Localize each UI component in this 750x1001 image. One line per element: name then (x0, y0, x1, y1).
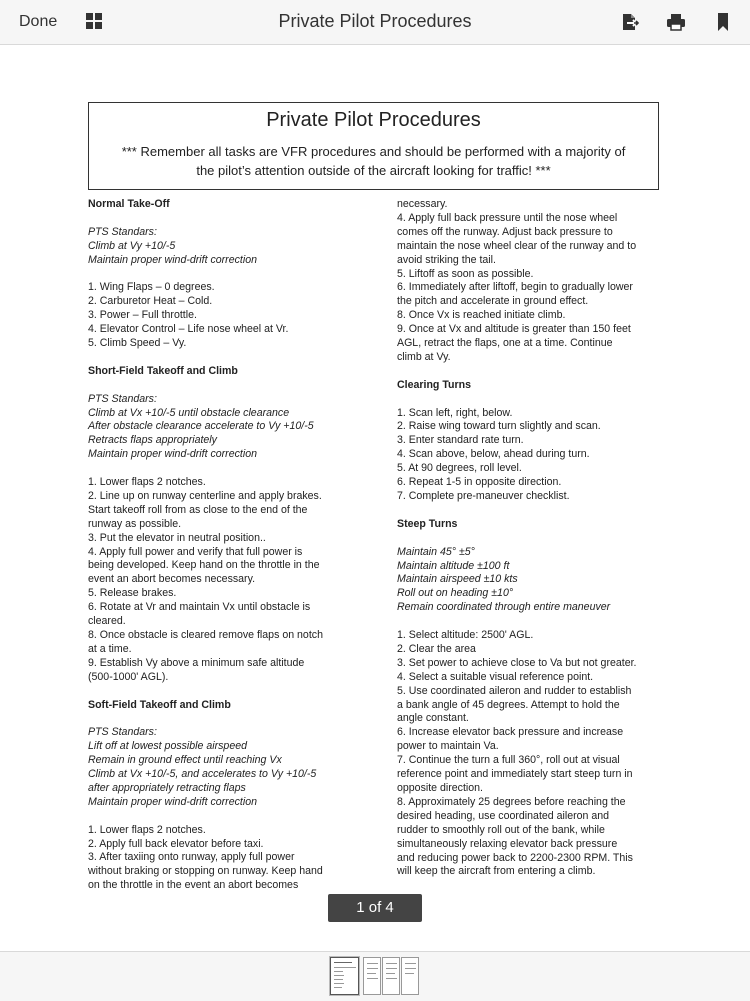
section-heading: Short-Field Takeoff and Climb (88, 364, 238, 377)
right-column-text-line: AGL, retract the flaps, one at a time. Continue (397, 337, 613, 350)
right-column-text-line: 8. Once Vx is reached initiate climb. (397, 309, 566, 322)
left-column-text-line: Start takeoff roll from as close to the end of the (88, 503, 308, 516)
left-column-text-line: PTS Standars: (88, 392, 157, 405)
left-column-text-line: Retracts flaps appropriately (88, 434, 217, 447)
right-column-text-line: 2. Raise wing toward turn slightly and scan. (397, 420, 601, 433)
right-column-text-line: simultaneously relaxing elevator back pressure (397, 837, 618, 850)
left-column-text-line: being developed. Keep hand on the throttle in the (88, 559, 320, 572)
top-toolbar (0, 0, 750, 45)
spacer (88, 810, 360, 824)
right-column-text-line: 6. Repeat 1-5 in opposite direction. (397, 476, 562, 489)
left-column-text-line: Climb at Vx +10/-5 until obstacle clearance (88, 406, 290, 419)
left-column-text-line: 3. After taxiing onto runway, apply full power (88, 851, 295, 864)
section-heading: Soft-Field Takeoff and Climb (88, 698, 231, 711)
right-column-text-line: avoid striking the tail. (397, 253, 496, 266)
right-column-text-line: 4. Apply full back pressure until the nose wheel (397, 211, 618, 224)
toolbar-title: Private Pilot Procedures (278, 11, 472, 31)
spacer (88, 462, 360, 476)
reminder-line-2: the pilot’s attention outside of the aircraft looking for traffic! *** (196, 163, 551, 178)
right-column-text-line: a bank angle of 45 degrees. Attempt to hold the (397, 698, 620, 711)
print-icon[interactable] (666, 12, 686, 32)
document-header-box (88, 102, 659, 190)
right-column-text-line: 1. Scan left, right, below. (397, 406, 513, 419)
right-column-text-line: necessary. (397, 198, 448, 210)
left-column-text-line: after appropriately retracting flaps (88, 781, 246, 794)
right-column-text-line: 5. Use coordinated aileron and rudder to establish (397, 684, 632, 697)
grid-icon[interactable] (86, 13, 103, 30)
right-column-text-line: 3. Set power to achieve close to Va but not greater. (397, 656, 637, 669)
left-column-text-line: 3. Power – Full throttle. (88, 309, 197, 322)
left-column-text-line: 5. Climb Speed – Vy. (88, 337, 187, 350)
right-column (397, 198, 669, 879)
right-column-text-line: reference point and immediately start steep turn in (397, 768, 633, 781)
right-column-text-line: 4. Select a suitable visual reference point. (397, 670, 594, 683)
right-column-text-line: 5. Liftoff as soon as possible. (397, 267, 534, 280)
left-column-text-line: 4. Apply full power and verify that full power is (88, 545, 303, 558)
right-column-text-line: 6. Immediately after liftoff, begin to gradually lower (397, 281, 633, 294)
left-column-text-line: 8. Once obstacle is cleared remove flaps on notch (88, 629, 323, 642)
left-column-text-line: 2. Apply full back elevator before taxi. (88, 837, 264, 850)
left-column-text-line: Climb at Vx +10/-5, and accelerates to Vy +10/-5 (88, 768, 317, 781)
spacer (88, 268, 360, 282)
left-column (88, 198, 360, 893)
left-column-text-line: cleared. (88, 615, 126, 628)
right-column-text-line: 8. Approximately 25 degrees before reaching the (397, 795, 626, 808)
right-column-text-line: maintain the nose wheel clear of the runway and to (397, 239, 637, 252)
left-column-text-line: on the throttle in the event an abort becomes (88, 879, 299, 892)
right-column-text-line: will keep the aircraft from entering a climb. (397, 865, 596, 878)
left-column-text-line: Climb at Vy +10/-5 (88, 239, 176, 252)
right-column-text-line: power to maintain Va. (397, 740, 499, 753)
left-column-text-line: After obstacle clearance accelerate to Vy +10/-5 (88, 420, 314, 433)
right-column-text-line: angle constant. (397, 712, 469, 725)
bookmark-icon[interactable] (713, 12, 733, 32)
left-column-text-line: 1. Lower flaps 2 notches. (88, 476, 206, 489)
right-column-text-line: Maintain altitude ±100 ft (397, 559, 510, 572)
left-column-text-line: PTS Standars: (88, 726, 157, 739)
left-column-text-line: runway as possible. (88, 517, 182, 530)
left-column-text-line: 5. Release brakes. (88, 587, 177, 600)
left-column-text-line: 2. Line up on runway centerline and apply brakes. (88, 489, 322, 502)
done-button[interactable]: Done (19, 13, 58, 30)
right-column-text-line: comes off the runway. Adjust back pressure to (397, 225, 613, 238)
right-column-text-line: and reducing power back to 2200-2300 RPM. This (397, 851, 633, 864)
left-column-text-line: Maintain proper wind-drift correction (88, 795, 257, 808)
left-column-text-line: Maintain proper wind-drift correction (88, 448, 257, 461)
spacer (397, 615, 669, 629)
right-column-text-line: 6. Increase elevator back pressure and increase (397, 726, 624, 739)
left-column-text-line: 6. Rotate at Vr and maintain Vx until obstacle is (88, 601, 311, 614)
page-thumbnail-2[interactable] (363, 957, 381, 995)
right-column-text-line: Maintain airspeed ±10 kts (397, 573, 518, 586)
right-column-text-line: 5. At 90 degrees, roll level. (397, 462, 522, 475)
right-column-text-line: 2. Clear the area (397, 642, 476, 655)
export-icon[interactable] (620, 12, 640, 32)
left-column-text-line: 9. Establish Vy above a minimum safe altitude (88, 656, 305, 669)
page-thumbnail-1[interactable] (330, 957, 359, 995)
reminder-line-1: *** Remember all tasks are VFR procedures and should be performed with a majority of (121, 144, 626, 159)
left-column-text-line: event an abort becomes necessary. (88, 573, 256, 586)
right-column-text-line: the pitch and accelerate in ground effect. (397, 295, 589, 308)
right-column-text-line: 7. Continue the turn a full 360°, roll out at visual (397, 754, 620, 767)
left-column-text-line: at a time. (88, 642, 132, 655)
left-column-text-line: 4. Elevator Control – Life nose wheel at Vr. (88, 323, 289, 336)
right-column-text-line: Remain coordinated through entire maneuver (397, 601, 611, 614)
left-column-text-line: 2. Carburetor Heat – Cold. (88, 295, 213, 308)
page-thumbnail-3[interactable] (382, 957, 400, 995)
left-column-text-line: Lift off at lowest possible airspeed (88, 740, 247, 753)
right-column-text-line: rudder to smoothly roll out of the bank, while (397, 823, 605, 836)
right-column-text-line: opposite direction. (397, 781, 483, 794)
left-column-text-line: without braking or stopping on runway. Keep hand (88, 865, 323, 878)
section-heading: Normal Take-Off (88, 198, 170, 210)
right-column-text-line: climb at Vy. (397, 350, 451, 363)
left-column-text-line: 1. Lower flaps 2 notches. (88, 823, 206, 836)
right-column-text-line: 7. Complete pre-maneuver checklist. (397, 490, 570, 502)
left-column-text-line: PTS Standars: (88, 225, 157, 238)
right-column-text-line: 4. Scan above, below, ahead during turn. (397, 448, 590, 461)
document-title: Private Pilot Procedures (266, 109, 481, 131)
page-indicator: 1 of 4 (328, 894, 422, 922)
section-heading: Steep Turns (397, 517, 458, 530)
left-column-text-line: Maintain proper wind-drift correction (88, 253, 257, 266)
page-thumbnail-4[interactable] (401, 957, 419, 995)
right-column-text-line: Roll out on heading ±10° (397, 587, 514, 600)
right-column-text-line: 3. Enter standard rate turn. (397, 434, 524, 447)
right-column-text-line: Maintain 45° ±5° (397, 545, 475, 558)
left-column-text-line: (500-1000' AGL). (88, 670, 169, 683)
left-column-text-line: 3. Put the elevator in neutral position.. (88, 531, 266, 544)
right-column-text-line: 9. Once at Vx and altitude is greater than 150 feet (397, 323, 631, 336)
left-column-text-line: Remain in ground effect until reaching Vx (88, 754, 282, 767)
left-column-text-line: 1. Wing Flaps – 0 degrees. (88, 281, 215, 294)
right-column-text-line: desired heading, use coordinated aileron and (397, 809, 610, 822)
reminder-text (103, 142, 644, 180)
section-heading: Clearing Turns (397, 378, 471, 391)
right-column-text-line: 1. Select altitude: 2500' AGL. (397, 629, 534, 642)
